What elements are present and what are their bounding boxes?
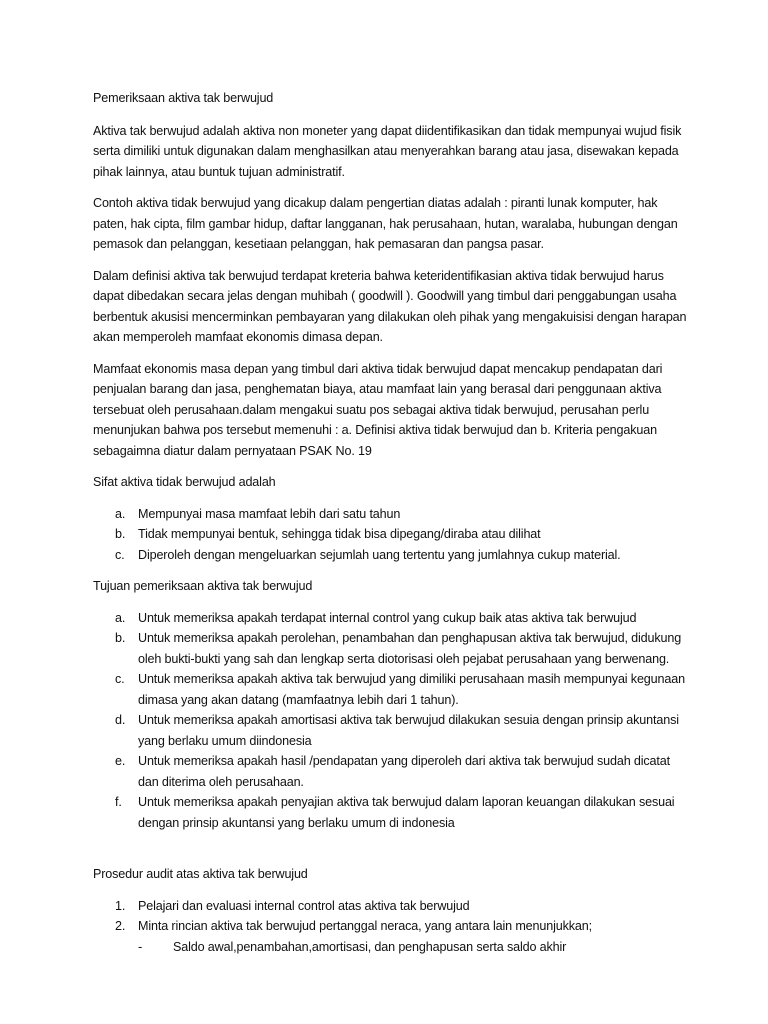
list-item xyxy=(93,916,693,957)
list-marker: a. xyxy=(115,610,126,625)
document-page xyxy=(93,88,693,968)
list-marker: b. xyxy=(115,527,126,541)
list-item-text: Untuk memeriksa apakah hasil /pendapatan yang diperoleh dari aktiva tak berwujud sudah dicatat dan diterima oleh perusahaan. xyxy=(138,754,670,789)
list-item xyxy=(93,896,693,917)
list-marker: e. xyxy=(115,754,126,768)
list-marker: c. xyxy=(115,672,125,686)
list-item-text: Minta rincian aktiva tak berwujud pertanggal neraca, yang antara lain menunjukkan; xyxy=(138,919,592,933)
list-marker: d. xyxy=(115,713,126,727)
list-item-text: Mempunyai masa mamfaat lebih dari satu tahun xyxy=(138,506,401,521)
paragraph-goodwill: Dalam definisi aktiva tak berwujud terdapat kreteria bahwa keteridentifikasian aktiva tidak berwujud harus dapat dibedakan secara jelas dengan muhibah ( goodwill ). Goodwill yang timbul dari penggabungan usaha berbentuk akusisi mencerminkan pembayaran yang dilakukan oleh pihak yang mengakuisisi dengan harapan akan memperoleh mamfaat ekonomis dimasa depan. xyxy=(93,268,687,344)
list-sifat xyxy=(93,504,693,566)
list-item xyxy=(93,545,693,566)
sublist-marker: - xyxy=(138,939,143,954)
sublist-item xyxy=(138,937,693,958)
list-item xyxy=(93,524,693,545)
list-marker: 1. xyxy=(115,898,126,913)
list-item xyxy=(93,608,693,629)
sublist-prosedur xyxy=(138,937,693,958)
list-marker: c. xyxy=(115,547,125,562)
list-item-text: Untuk memeriksa apakah perolehan, penambahan dan penghapusan aktiva tak berwujud, didukung oleh bukti-bukti yang sah dan lengkap serta diotorisasi oleh pejabat perusahaan yang berwenang. xyxy=(138,631,682,666)
section-heading-prosedur: Prosedur audit atas aktiva tak berwujud xyxy=(93,867,308,881)
sublist-item-text: Saldo awal,penambahan,amortisasi, dan penghapusan serta saldo akhir xyxy=(173,939,567,954)
list-tujuan xyxy=(93,608,693,834)
list-marker: b. xyxy=(115,631,126,645)
list-item xyxy=(93,792,693,833)
document-title: Pemeriksaan aktiva tak berwujud xyxy=(93,91,274,105)
paragraph-definition: Aktiva tak berwujud adalah aktiva non moneter yang dapat diidentifikasikan dan tidak mempunyai wujud fisik serta dimiliki untuk digunakan dalam menghasilkan atau menyerahkan barang atau jasa, disewakan kepada pihak lainnya, atau buntuk tujuan administratif. xyxy=(93,123,682,179)
list-item-text: Untuk memeriksa apakah penyajian aktiva tak berwujud dalam laporan keuangan dilakukan sesuai dengan prinsip akuntansi yang berlaku umum di indonesia xyxy=(138,795,675,830)
list-item-text: Diperoleh dengan mengeluarkan sejumlah uang tertentu yang jumlahnya cukup material. xyxy=(138,547,621,562)
section-spacer xyxy=(93,844,693,864)
section-heading-tujuan: Tujuan pemeriksaan aktiva tak berwujud xyxy=(93,579,313,593)
list-item-text: Tidak mempunyai bentuk, sehingga tidak bisa dipegang/diraba atau dilihat xyxy=(138,527,541,541)
list-item-text: Pelajari dan evaluasi internal control atas aktiva tak berwujud xyxy=(138,898,470,913)
list-item-text: Untuk memeriksa apakah terdapat internal control yang cukup baik atas aktiva tak berwujud xyxy=(138,610,637,625)
list-item xyxy=(93,628,693,669)
paragraph-economic-benefit: Mamfaat ekonomis masa depan yang timbul dari aktiva tidak berwujud dapat mencakup pendapatan dari penjualan barang dan jasa, penghematan biaya, atau mamfaat lain yang berasal dari penggunaan aktiva tersebuat oleh perusahaan.dalam mengakui suatu pos sebagai aktiva tidak berwujud, perusahan perlu menunjukan bahwa pos tersebut memenuhi : a. Definisi aktiva tidak berwujud dan b. Kriteria pengakuan sebagaimna diatur dalam pernyataan PSAK No. 19 xyxy=(93,361,663,458)
list-prosedur xyxy=(93,896,693,958)
paragraph-examples: Contoh aktiva tidak berwujud yang dicakup dalam pengertian diatas adalah : piranti lunak komputer, hak paten, hak cipta, film gambar hidup, daftar langganan, hak perusahaan, hutan, waralaba, hubungan dengan pemasok dan pelanggan, kesetiaan pelanggan, hak pemasaran dan pangsa pasar. xyxy=(93,196,678,251)
list-item-text: Untuk memeriksa apakah aktiva tak berwujud yang dimiliki perusahaan masih mempunyai kegunaan dimasa yang akan datang (mamfaatnya lebih dari 1 tahun). xyxy=(138,672,685,707)
list-item-text: Untuk memeriksa apakah amortisasi aktiva tak berwujud dilakukan sesuia dengan prinsip akuntansi yang berlaku umum diindonesia xyxy=(138,713,679,748)
list-marker: f. xyxy=(115,795,122,809)
list-item xyxy=(93,710,693,751)
section-heading-sifat: Sifat aktiva tidak berwujud adalah xyxy=(93,475,276,489)
list-marker: 2. xyxy=(115,919,126,933)
list-item xyxy=(93,751,693,792)
list-item xyxy=(93,669,693,710)
list-item xyxy=(93,504,693,525)
list-marker: a. xyxy=(115,506,126,521)
